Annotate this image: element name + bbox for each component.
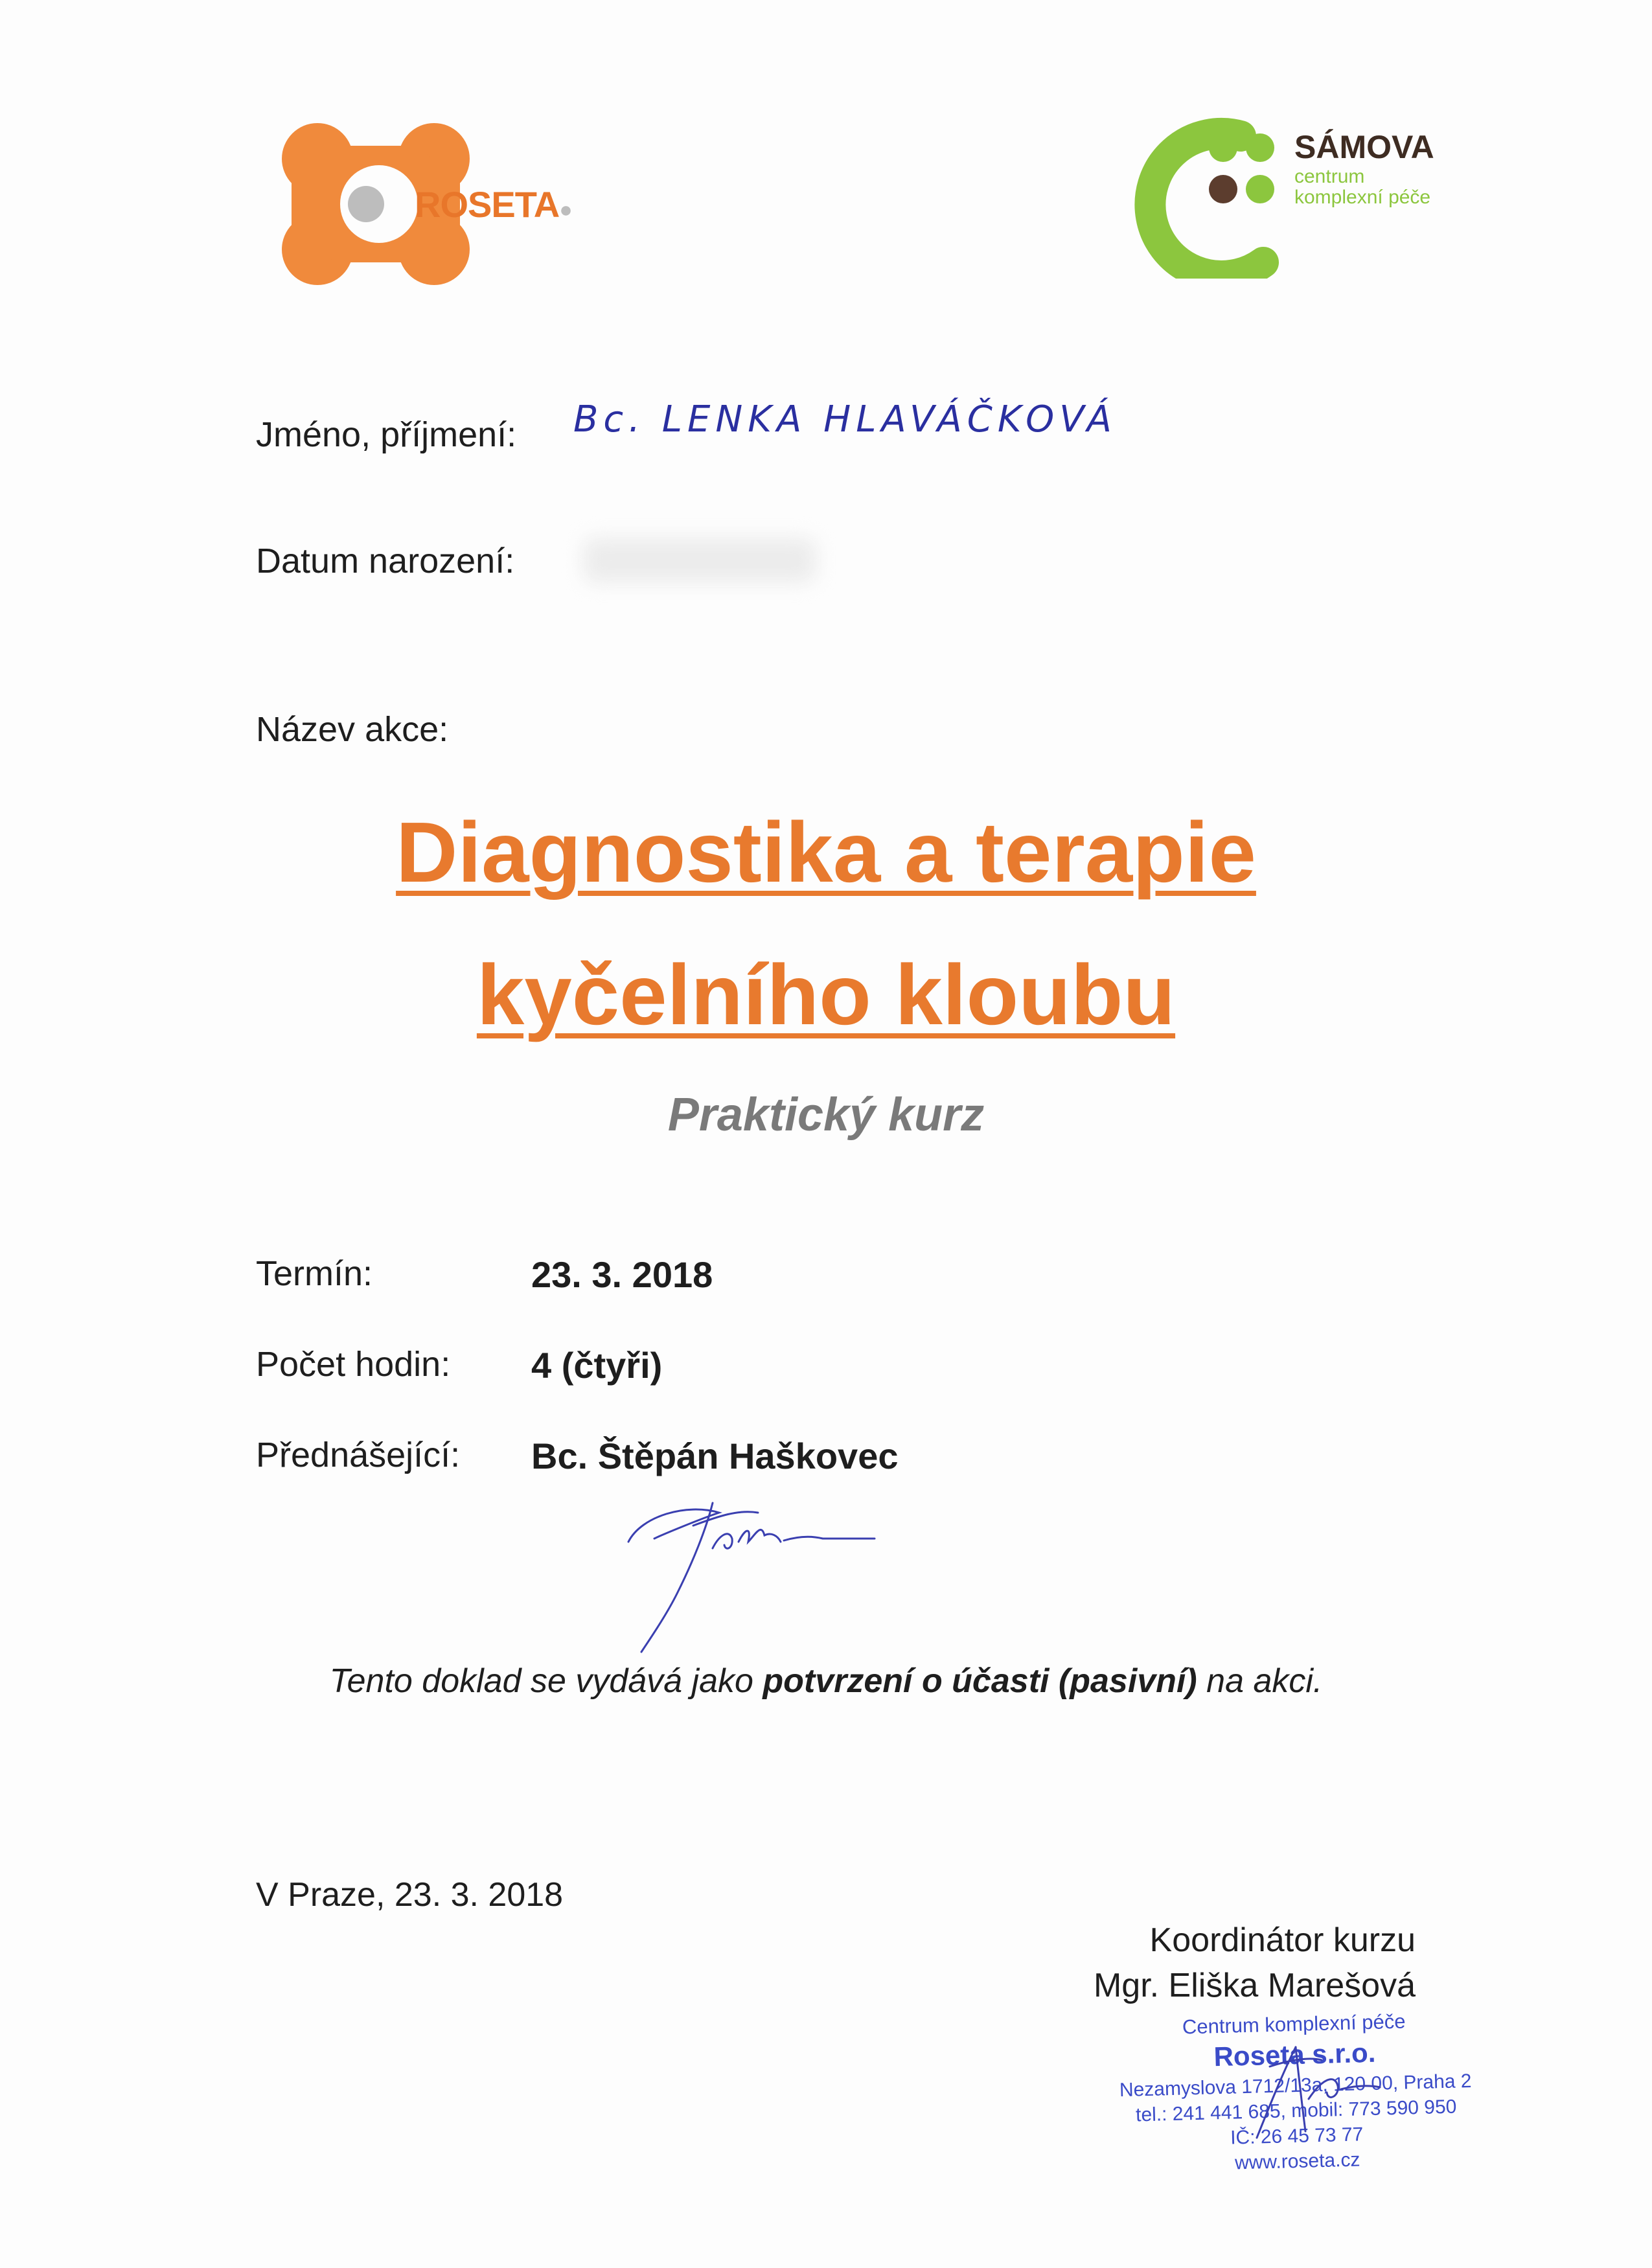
name-label: Jméno, příjmení: [256,415,517,454]
samova-logo [1127,117,1309,279]
roseta-logo-text: ROSETA● [415,184,572,225]
date-value: 23. 3. 2018 [531,1254,713,1295]
coordinator-signature [1231,2028,1399,2157]
place-date: V Praze, 23. 3. 2018 [256,1876,564,1914]
samova-logo-line1: centrum [1294,166,1365,187]
course-title-line1: Diagnostika a terapie [396,805,1256,900]
coordinator-name: Mgr. Eliška Marešová [1093,1967,1416,2004]
hours-label: Počet hodin: [256,1345,451,1384]
samova-logo-name: SÁMOVA [1294,129,1434,165]
date-label: Termín: [256,1254,373,1293]
lecturer-value: Bc. Štěpán Haškovec [531,1436,899,1476]
birth-value-redacted [583,538,816,583]
samova-logo-line2: komplexní péče [1294,187,1431,208]
participation-note: Tento doklad se vydává jako potvrzení o účasti (pasivní) na akci. [329,1662,1323,1700]
name-value: Bc. LENKA HLAVÁČKOVÁ [573,398,1117,441]
course-title-line2: kyčelního kloubu [476,947,1176,1042]
event-label: Název akce: [256,710,449,749]
coordinator-role: Koordinátor kurzu [1149,1921,1416,1959]
stamp-line4: tel.: 241 441 685, mobil: 773 590 950 [1135,2096,1457,2126]
stamp-line3: Nezamyslova 1712/13a, 120 00, Praha 2 [1119,2070,1472,2102]
lecturer-label: Přednášející: [256,1436,461,1474]
hours-value: 4 (čtyři) [531,1345,663,1386]
stamp-line6: www.roseta.cz [1234,2149,1360,2174]
stamp-line2: Roseta s.r.o. [1213,2037,1376,2072]
birth-label: Datum narození: [256,542,515,580]
course-subtitle: Praktický kurz [667,1089,985,1141]
stamp-line1: Centrum komplexní péče [1182,2010,1406,2039]
lecturer-signature [615,1490,888,1658]
stamp-line5: IČ: 26 45 73 77 [1230,2124,1364,2149]
